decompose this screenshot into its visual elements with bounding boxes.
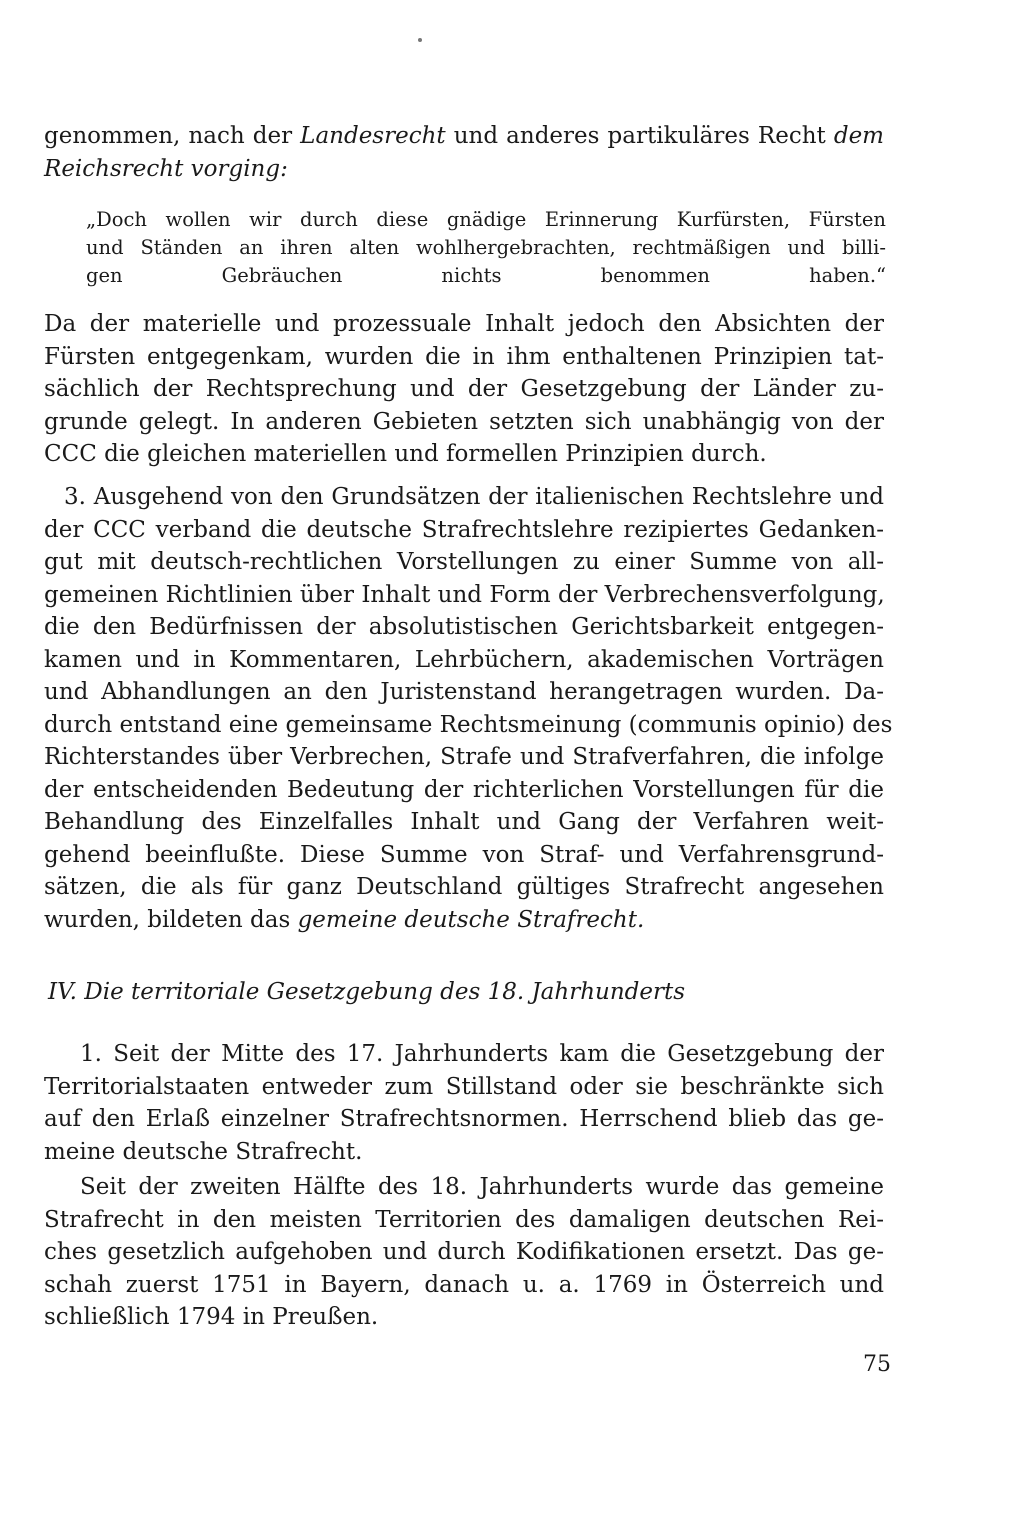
intro-line-1: genommen, nach der Landesrecht und anderes partikuläres Recht dem: [44, 123, 884, 149]
intro-paragraph: [44, 120, 884, 185]
paragraph-line: der CCC verband die deutsche Strafrechtslehre rezipiertes Gedanken-: [44, 516, 884, 543]
paragraph-line: Da der materielle und prozessuale Inhalt jedoch den Absichten der: [44, 311, 884, 337]
paragraph-line: Seit der zweiten Hälfte des 18. Jahrhunderts wurde das gemeine: [80, 1174, 884, 1200]
paragraph-line: meine deutsche Strafrecht.: [44, 1138, 363, 1165]
paragraph-line: Behandlung des Einzelfalles Inhalt und Gang der Verfahren weit-: [44, 809, 884, 835]
paragraph-line: der entscheidenden Bedeutung der richterlichen Vorstellungen für die: [44, 776, 884, 803]
paragraph-line: 1. Seit der Mitte des 17. Jahrhunderts kam die Gesetzgebung der: [80, 1041, 884, 1067]
paragraph-line: gehend beeinflußte. Diese Summe von Straf- und Verfahrensgrund-: [44, 841, 884, 868]
quote-line-1: „Doch wollen wir durch diese gnädige Erinnerung Kurfürsten, Fürsten: [86, 208, 886, 231]
paragraph-line: auf den Erlaß einzelner Strafrechtsnormen. Herrschend blieb das ge-: [44, 1106, 884, 1132]
scan-speck: [418, 38, 422, 42]
paragraph-line: sächlich der Rechtsprechung und der Gesetzgebung der Länder zu-: [44, 376, 884, 402]
paragraph-line: 3. Ausgehend von den Grundsätzen der italienischen Rechtslehre und: [64, 484, 884, 510]
paragraph-2: [44, 481, 893, 936]
paragraph-line: und Abhandlungen an den Juristenstand herangetragen wurden. Da-: [44, 679, 884, 705]
paragraph-line: kamen und in Kommentaren, Lehrbüchern, akademischen Vorträgen: [44, 646, 884, 673]
section-heading: IV. Die territoriale Gesetzgebung des 18. Jahrhunderts: [48, 979, 686, 1005]
paragraph-line: gut mit deutsch-rechtlichen Vorstellungen zu einer Summe von all-: [44, 549, 884, 575]
paragraph-line: Richterstandes über Verbrechen, Strafe und Strafverfahren, die infolge: [44, 744, 884, 770]
paragraph-1: [44, 308, 884, 471]
paragraph-line: Strafrecht in den meisten Territorien des damaligen deutschen Rei-: [44, 1206, 884, 1233]
paragraph-line: sätzen, die als für ganz Deutschland gültiges Strafrecht angesehen: [44, 874, 884, 900]
page-number: 75: [863, 1352, 891, 1377]
paragraph-3: [44, 1038, 884, 1168]
paragraph-line: grunde gelegt. In anderen Gebieten setzten sich unabhängig von der: [44, 408, 884, 435]
block-quote: [86, 206, 886, 290]
paragraph-line: durch entstand eine gemeinsame Rechtsmeinung (communis opinio) des: [44, 711, 893, 738]
paragraph-line: schah zuerst 1751 in Bayern, danach u. a. 1769 in Österreich und: [44, 1271, 884, 1298]
quote-line-3: gen Gebräuchen nichts benommen haben.“: [86, 264, 886, 287]
paragraph-line: gemeinen Richtlinien über Inhalt und Form der Verbrechensverfolgung,: [44, 581, 885, 608]
paragraph-line: die den Bedürfnissen der absolutistischen Gerichtsbarkeit entgegen-: [44, 614, 884, 640]
paragraph-line: schließlich 1794 in Preußen.: [44, 1304, 379, 1330]
paragraph-4: [44, 1171, 884, 1334]
quote-line-2: und Ständen an ihren alten wohlhergebrachten, rechtmäßigen und billi-: [86, 236, 886, 259]
paragraph-line: wurden, bildeten das gemeine deutsche Strafrecht.: [44, 906, 645, 933]
paragraph-line: Fürsten entgegenkam, wurden die in ihm enthaltenen Prinzipien tat-: [44, 343, 884, 370]
paragraph-line: CCC die gleichen materiellen und formellen Prinzipien durch.: [44, 441, 767, 467]
intro-line-2: Reichsrecht vorging:: [44, 155, 288, 182]
paragraph-line: Territorialstaaten entweder zum Stillstand oder sie beschränkte sich: [44, 1073, 884, 1100]
paragraph-line: ches gesetzlich aufgehoben und durch Kodifikationen ersetzt. Das ge-: [44, 1239, 884, 1265]
